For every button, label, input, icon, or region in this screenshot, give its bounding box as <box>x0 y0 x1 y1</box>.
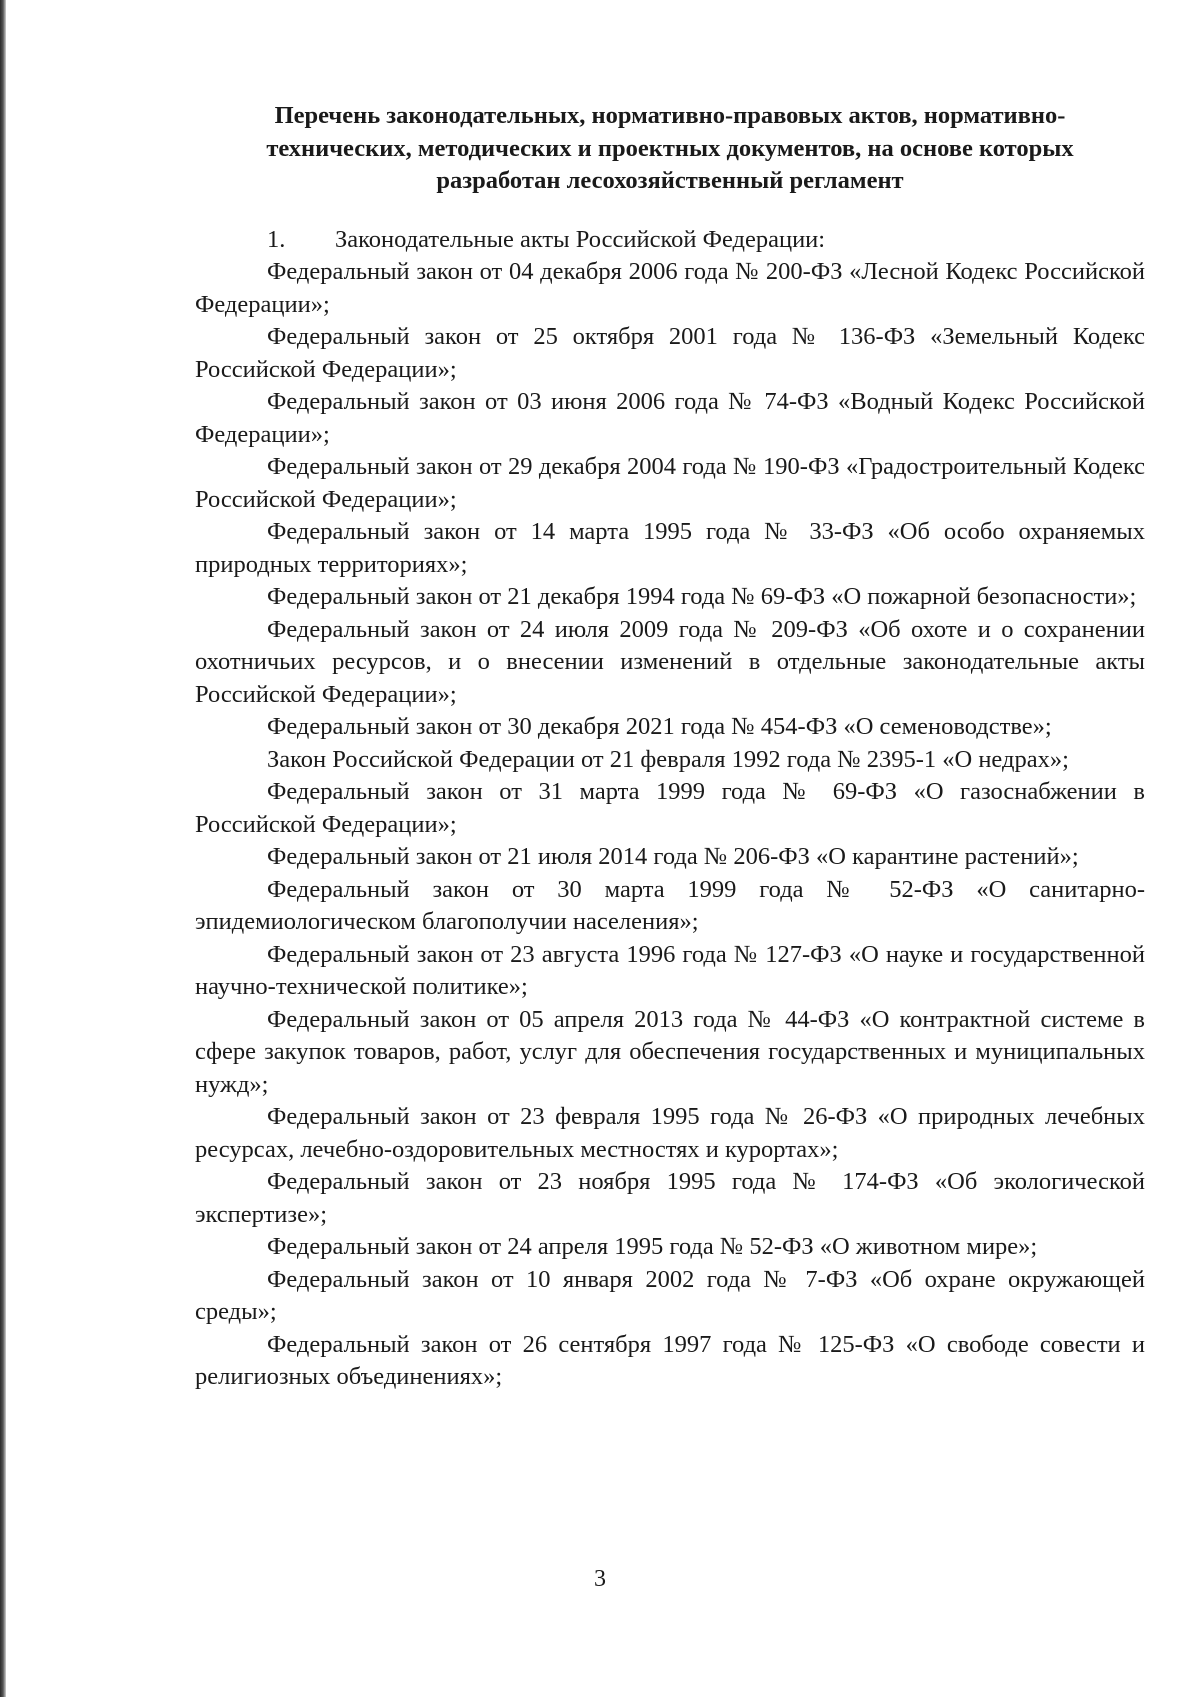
law-item: Федеральный закон от 25 октября 2001 года № 136-ФЗ «Земельный Кодекс Российской Федерации»; <box>195 323 1145 383</box>
title-line: Перечень законодательных, нормативно-правовых актов, нормативно- <box>274 102 1066 129</box>
law-item: Федеральный закон от 21 июля 2014 года № 206-ФЗ «О карантине растений»; <box>267 843 1079 870</box>
page-number: 3 <box>594 1566 606 1592</box>
law-item: Федеральный закон от 05 апреля 2013 года № 44-ФЗ «О контрактной системе в сфере закупок товаров, работ, услуг для обеспечения государственных и муниципальных нужд»; <box>195 1005 1145 1098</box>
law-item: Федеральный закон от 30 марта 1999 года № 52-ФЗ «О санитарно-эпидемиологическом благополучии населения»; <box>195 875 1145 935</box>
law-item: Федеральный закон от 03 июня 2006 года № 74-ФЗ «Водный Кодекс Российской Федерации»; <box>195 388 1145 448</box>
law-item: Федеральный закон от 23 февраля 1995 года № 26-ФЗ «О природных лечебных ресурсах, лечебно-оздоровительных местностях и курортах»; <box>195 1103 1145 1163</box>
section-heading-text: Законодательные акты Российской Федерации: <box>335 225 826 253</box>
title-line: технических, методических и проектных документов, на основе которых <box>266 134 1074 162</box>
law-item: Закон Российской Федерации от 21 февраля 1992 года № 2395-1 «О недрах»; <box>267 745 1069 773</box>
scan-edge <box>0 0 6 1697</box>
law-item: Федеральный закон от 04 декабря 2006 года № 200-ФЗ «Лесной Кодекс Российской Федерации»; <box>195 258 1145 318</box>
law-item: Федеральный закон от 29 декабря 2004 года № 190-ФЗ «Градостроительный Кодекс Российской Федерации»; <box>195 453 1145 513</box>
document-page <box>195 100 1145 1394</box>
law-list <box>195 256 1145 1394</box>
law-item: Федеральный закон от 10 января 2002 года № 7-ФЗ «Об охране окружающей среды»; <box>195 1265 1145 1325</box>
law-item: Федеральный закон от 31 марта 1999 года № 69-ФЗ «О газоснабжении в Российской Федерации»; <box>195 778 1145 838</box>
law-item: Федеральный закон от 24 июля 2009 года № 209-ФЗ «Об охоте и о сохранении охотничьих ресурсов, и о внесении изменений в отдельные законодательные акты Российской Федерации»; <box>195 615 1145 708</box>
law-item: Федеральный закон от 23 ноября 1995 года № 174-ФЗ «Об экологической экспертизе»; <box>195 1168 1145 1228</box>
law-item: Федеральный закон от 30 декабря 2021 года № 454-ФЗ «О семеноводстве»; <box>267 713 1052 740</box>
law-item: Федеральный закон от 14 марта 1995 года № 33-ФЗ «Об особо охраняемых природных территориях»; <box>195 518 1145 578</box>
document-title <box>195 100 1145 198</box>
section-number: 1. <box>267 225 286 253</box>
law-item: Федеральный закон от 21 декабря 1994 года № 69-ФЗ «О пожарной безопасности»; <box>267 583 1137 610</box>
section-heading <box>195 224 1145 257</box>
law-item: Федеральный закон от 23 августа 1996 года № 127-ФЗ «О науке и государственной научно-технической политике»; <box>195 940 1145 1000</box>
law-item: Федеральный закон от 26 сентября 1997 года № 125-ФЗ «О свободе совести и религиозных объединениях»; <box>195 1330 1145 1390</box>
title-line: разработан лесохозяйственный регламент <box>436 167 904 194</box>
law-item: Федеральный закон от 24 апреля 1995 года № 52-ФЗ «О животном мире»; <box>267 1233 1038 1260</box>
